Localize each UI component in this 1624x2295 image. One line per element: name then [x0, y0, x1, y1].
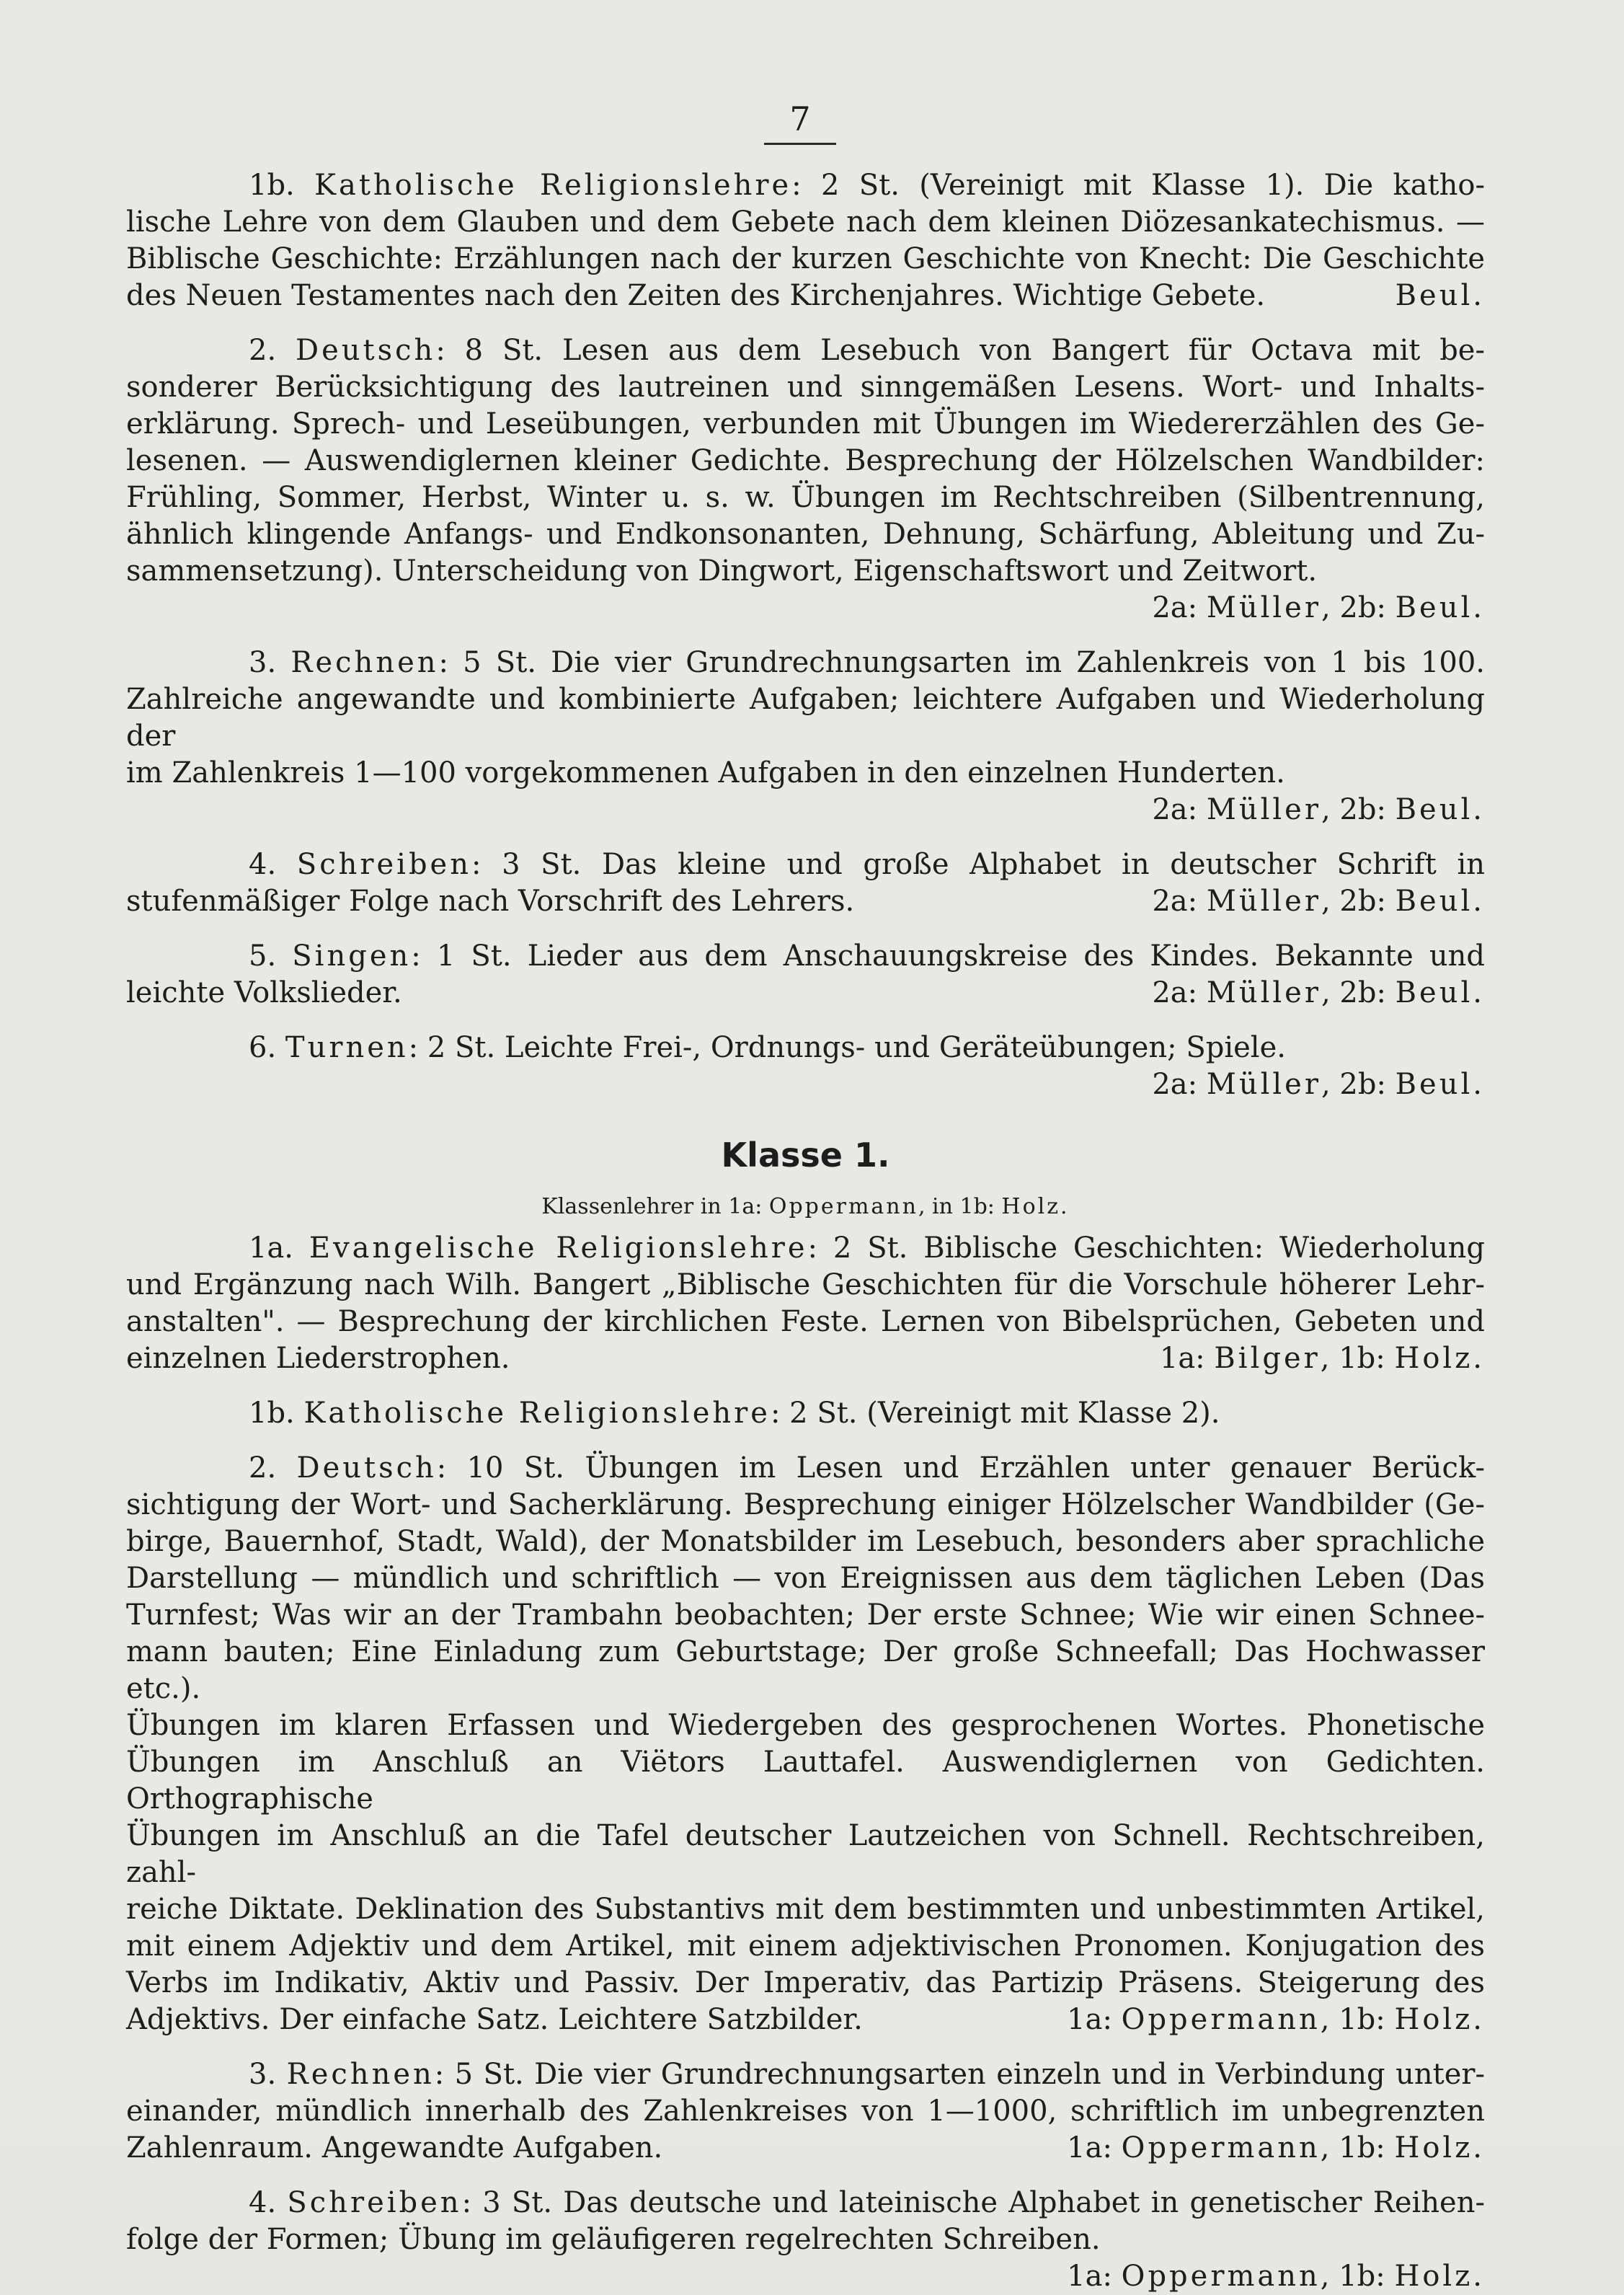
- text-run: , 1b:: [1320, 1342, 1395, 1375]
- text-line: [126, 1304, 1485, 1340]
- spaced-term: Schreiben: [296, 848, 471, 881]
- text-run: : 2 St. Leichte Frei-, Ordnungs- und Geräteübungen; Spiele.: [408, 1031, 1286, 1064]
- spaced-term: Evangelische Religionslehre: [309, 1231, 808, 1265]
- text-line: [126, 1230, 1485, 1267]
- line-text: [126, 2130, 662, 2167]
- class-heading: Klasse 1.: [721, 1136, 890, 1175]
- text-line: [126, 755, 1485, 792]
- text-run: 1a:: [1067, 2131, 1122, 2164]
- spaced-term: Beul.: [1395, 976, 1485, 1009]
- text-line: [126, 278, 1485, 314]
- text-run: , 1b:: [1320, 2260, 1395, 2293]
- paragraph: [126, 2185, 1485, 2295]
- line-text: [126, 2002, 863, 2038]
- text-run: birge, Bauernhof, Stadt, Wald), der Monatsbilder im Lesebuch, besonders aber sprachliche: [126, 1525, 1485, 1558]
- text-line: [126, 167, 1485, 204]
- page-body: [126, 167, 1485, 2295]
- text-run: : 1 St. Lieder aus dem Anschauungskreise des Kindes. Bekannte und: [411, 939, 1485, 973]
- text-run: Darstellung — mündlich und schriftlich — von Ereignissen aus dem täglichen Leben (Das: [126, 1562, 1485, 1595]
- teacher-assignment: [1067, 2130, 1485, 2167]
- line-text: [126, 975, 402, 1012]
- text-run: mann bauten; Eine Einladung zum Geburtstage; Der große Schneefall; Das Hochwasser etc.).: [126, 1635, 1485, 1705]
- teacher-assignment: [126, 792, 1485, 828]
- teacher-assignment: [126, 1066, 1485, 1103]
- teacher-assignment: [1396, 278, 1485, 314]
- text-run: 1a:: [1067, 2003, 1122, 2036]
- text-line: [126, 241, 1485, 278]
- spaced-term: Holz.: [1394, 1342, 1485, 1375]
- text-run: , 2b:: [1321, 976, 1396, 1009]
- text-run: Übungen im Anschluß an die Tafel deutscher Lautzeichen von Schnell. Rechtschreiben, zahl-: [126, 1819, 1485, 1889]
- text-line: [126, 1818, 1485, 1891]
- text-line: [126, 1560, 1485, 1597]
- class-1-section: [126, 1230, 1485, 2295]
- text-line: [126, 1597, 1485, 1634]
- text-line: [126, 204, 1485, 241]
- text-run: 2a:: [1152, 793, 1207, 826]
- text-line: [126, 1965, 1485, 2002]
- text-line: [126, 681, 1485, 755]
- spaced-term: Holz.: [1001, 1194, 1070, 1219]
- text-line: [126, 1891, 1485, 1928]
- text-run: reiche Diktate. Deklination des Substantivs mit dem bestimmten und unbestimmten Artikel,: [126, 1893, 1485, 1926]
- teacher-assignment: [1067, 2002, 1485, 2038]
- text-line: [126, 2002, 1485, 2038]
- teacher-assignment: [1152, 975, 1485, 1012]
- text-run: ähnlich klingende Anfangs- und Endkonsonanten, Dehnung, Schärfung, Ableitung und Zu-: [126, 518, 1485, 551]
- text-line: [126, 1340, 1485, 1377]
- spaced-term: Turnen: [285, 1031, 409, 1064]
- text-line: [126, 516, 1485, 553]
- teacher-assignment: [126, 590, 1485, 627]
- paragraph: [126, 938, 1485, 1012]
- text-run: 2.: [249, 1451, 297, 1485]
- paragraph: [126, 167, 1485, 314]
- text-line: [126, 443, 1485, 479]
- spaced-term: Holz.: [1394, 2003, 1485, 2036]
- text-run: lesenen. — Auswendiglernen kleiner Gedichte. Besprechung der Hölzelschen Wandbilder:: [126, 444, 1485, 477]
- text-run: Biblische Geschichte: Erzählungen nach der kurzen Geschichte von Knecht: Die Geschichte: [126, 242, 1485, 275]
- spaced-term: Holz.: [1394, 2260, 1485, 2293]
- text-run: sammensetzung). Unterscheidung von Dingwort, Eigenschaftswort und Zeitwort.: [126, 554, 1318, 588]
- text-run: einzelnen Liederstrophen.: [126, 1342, 510, 1375]
- spaced-term: Oppermann: [1121, 2131, 1321, 2164]
- spaced-term: Müller: [1206, 591, 1321, 624]
- teacher-assignment: [126, 2258, 1485, 2295]
- paragraph: [126, 645, 1485, 828]
- line-text: [126, 1340, 510, 1377]
- text-run: Übungen im Anschluß an Viëtors Lauttafel. Auswendiglernen von Gedichten. Orthographische: [126, 1746, 1485, 1816]
- text-run: Turnfest; Was wir an der Trambahn beobachten; Der erste Schnee; Wie wir einen Schnee-: [126, 1598, 1485, 1632]
- text-line: [126, 1524, 1485, 1560]
- spaced-term: Rechnen: [290, 646, 439, 679]
- text-run: 1a:: [1159, 1342, 1215, 1375]
- text-line: [126, 938, 1485, 975]
- text-run: : 5 St. Die vier Grundrechnungsarten im Zahlenkreis von 1 bis 100.: [438, 646, 1485, 679]
- text-run: stufenmäßiger Folge nach Vorschrift des Lehrers.: [126, 885, 855, 918]
- text-run: : 10 St. Übungen im Lesen und Erzählen unter genauer Berück-: [436, 1451, 1485, 1485]
- spaced-term: Müller: [1206, 976, 1321, 1009]
- spaced-term: Katholische Religionslehre: [314, 169, 792, 202]
- paragraph: [126, 1395, 1485, 1432]
- text-run: anstalten". — Besprechung der kirchlichen Feste. Lernen von Bibelsprüchen, Gebeten und: [126, 1305, 1485, 1338]
- text-line: [126, 332, 1485, 369]
- text-run: 1b.: [249, 169, 315, 202]
- text-run: des Neuen Testamentes nach den Zeiten des Kirchenjahres. Wichtige Gebete.: [126, 279, 1266, 312]
- text-run: sichtigung der Wort- und Sacherklärung. Besprechung einiger Hölzelscher Wandbilder (Ge-: [126, 1488, 1485, 1521]
- text-run: , 2b:: [1321, 591, 1396, 624]
- text-run: Zahlreiche angewandte und kombinierte Aufgaben; leichtere Aufgaben und Wiederholung der: [126, 683, 1485, 753]
- text-line: [126, 975, 1485, 1012]
- text-run: und Ergänzung nach Wilh. Bangert „Biblische Geschichten für die Vorschule höherer Lehr-: [126, 1268, 1485, 1301]
- text-run: 6.: [249, 1031, 285, 1064]
- line-text: [126, 883, 854, 920]
- paragraph: [126, 846, 1485, 920]
- text-run: 4.: [249, 848, 297, 881]
- text-run: : 3 St. Das deutsche und lateinische Alphabet in genetischer Reihen-: [461, 2186, 1485, 2219]
- text-run: , 1b:: [1320, 2131, 1395, 2164]
- text-run: Frühling, Sommer, Herbst, Winter u. s. w. Übungen im Rechtschreiben (Silbentrennung,: [126, 481, 1485, 514]
- text-run: Adjektivs. Der einfache Satz. Leichtere Satzbilder.: [126, 2003, 863, 2036]
- spaced-term: Müller: [1206, 793, 1321, 826]
- text-run: , in 1b:: [918, 1194, 1002, 1219]
- text-run: mit einem Adjektiv und dem Artikel, mit einem adjektivischen Pronomen. Konjugation des: [126, 1929, 1485, 1963]
- text-line: [126, 553, 1485, 590]
- paragraph: [126, 1030, 1485, 1103]
- text-run: 2a:: [1152, 1068, 1207, 1101]
- spaced-term: Rechnen: [286, 2058, 435, 2091]
- text-run: 2.: [249, 334, 296, 367]
- spaced-term: Oppermann: [1121, 2260, 1321, 2293]
- spaced-term: Beul.: [1395, 885, 1485, 918]
- text-run: 5.: [249, 939, 293, 973]
- text-line: [126, 2185, 1485, 2221]
- text-run: 2a:: [1152, 976, 1207, 1009]
- text-run: : 8 St. Lesen aus dem Lesebuch von Bangert für Octava mit be-: [435, 334, 1485, 367]
- text-run: : 2 St. (Vereinigt mit Klasse 1). Die katho-: [791, 169, 1485, 202]
- paragraph: [126, 1230, 1485, 1377]
- text-run: : 5 St. Die vier Grundrechnungsarten einzeln und in Verbindung unter-: [434, 2058, 1485, 2091]
- line-text: [126, 278, 1265, 314]
- text-run: sonderer Berücksichtigung des lautreinen und sinngemäßen Lesens. Wort- und Inhalts-: [126, 371, 1485, 404]
- spaced-term: Beul.: [1395, 1068, 1485, 1101]
- text-line: [126, 1744, 1485, 1818]
- spaced-term: Müller: [1206, 1068, 1321, 1101]
- text-run: einander, mündlich innerhalb des Zahlenkreises von 1—1000, schriftlich im unbegrenzten: [126, 2095, 1485, 2128]
- text-line: [126, 846, 1485, 883]
- text-run: 2a:: [1152, 885, 1207, 918]
- text-run: : 3 St. Das kleine und große Alphabet in deutscher Schrift in: [471, 848, 1485, 881]
- text-run: lische Lehre von dem Glauben und dem Gebete nach dem kleinen Diözesankatechismus. —: [126, 205, 1485, 239]
- text-line: [126, 883, 1485, 920]
- text-line: [126, 1928, 1485, 1965]
- text-run: 3.: [249, 2058, 287, 2091]
- text-run: 1a:: [1067, 2260, 1122, 2293]
- teacher-assignment: [1152, 883, 1485, 920]
- text-run: 3.: [249, 646, 291, 679]
- text-line: [126, 369, 1485, 406]
- text-run: Verbs im Indikativ, Aktiv und Passiv. Der Imperativ, das Partizip Präsens. Steigerung des: [126, 1966, 1485, 1999]
- text-run: , 2b:: [1321, 793, 1396, 826]
- text-line: [126, 1707, 1485, 1744]
- spaced-term: Katholische Religionslehre: [303, 1397, 771, 1430]
- text-run: , 2b:: [1321, 885, 1396, 918]
- text-run: : 2 St. (Vereinigt mit Klasse 2).: [770, 1397, 1220, 1430]
- class-teachers-line: [126, 1191, 1485, 1223]
- spaced-term: Holz.: [1394, 2131, 1485, 2164]
- text-run: Zahlenraum. Angewandte Aufgaben.: [126, 2131, 663, 2164]
- text-run: Klassenlehrer in 1a:: [541, 1194, 769, 1219]
- class-2-section: [126, 167, 1485, 1103]
- text-run: 4.: [249, 2186, 288, 2219]
- text-run: , 1b:: [1320, 2003, 1395, 2036]
- spaced-term: Müller: [1206, 885, 1321, 918]
- text-run: erklärung. Sprech- und Leseübungen, verbunden mit Übungen im Wiedererzählen des Ge-: [126, 407, 1485, 441]
- paragraph: [126, 1450, 1485, 2038]
- text-run: 1a.: [249, 1231, 309, 1265]
- text-line: [126, 1267, 1485, 1304]
- spaced-term: Bilger: [1214, 1342, 1321, 1375]
- spaced-term: Oppermann: [1121, 2003, 1321, 2036]
- spaced-term: Beul.: [1395, 793, 1485, 826]
- text-run: 1b.: [249, 1397, 304, 1430]
- spaced-term: Schreiben: [287, 2186, 462, 2219]
- text-line: [126, 1450, 1485, 1487]
- text-line: [126, 479, 1485, 516]
- teacher-assignment: [1160, 1340, 1485, 1377]
- spaced-term: Deutsch: [296, 1451, 437, 1485]
- text-line: [126, 2221, 1485, 2258]
- text-line: [126, 2130, 1485, 2167]
- text-run: , 2b:: [1321, 1068, 1396, 1101]
- spaced-term: Beul.: [1395, 279, 1485, 312]
- text-run: 2a:: [1152, 591, 1207, 624]
- text-run: : 2 St. Biblische Geschichten: Wiederholung: [807, 1231, 1486, 1265]
- text-run: Übungen im klaren Erfassen und Wiedergeben des gesprochenen Wortes. Phonetische: [126, 1709, 1485, 1742]
- text-line: [126, 1030, 1485, 1066]
- spaced-term: Oppermann: [768, 1194, 918, 1219]
- text-run: leichte Volkslieder.: [126, 976, 402, 1009]
- paragraph: [126, 2056, 1485, 2167]
- text-run: folge der Formen; Übung im geläufigeren regelrechten Schreiben.: [126, 2223, 1101, 2256]
- text-line: [126, 2056, 1485, 2093]
- spaced-term: Deutsch: [296, 334, 436, 367]
- paragraph: [126, 332, 1485, 627]
- text-line: [126, 645, 1485, 681]
- text-line: [126, 1487, 1485, 1524]
- text-run: im Zahlenkreis 1—100 vorgekommenen Aufgaben in den einzelnen Hunderten.: [126, 756, 1285, 790]
- text-line: [126, 406, 1485, 443]
- page-number: 7: [764, 101, 836, 145]
- text-line: [126, 1634, 1485, 1707]
- spaced-term: Beul.: [1395, 591, 1485, 624]
- spaced-term: Singen: [292, 939, 412, 973]
- text-line: [126, 2093, 1485, 2130]
- text-line: [126, 1395, 1485, 1432]
